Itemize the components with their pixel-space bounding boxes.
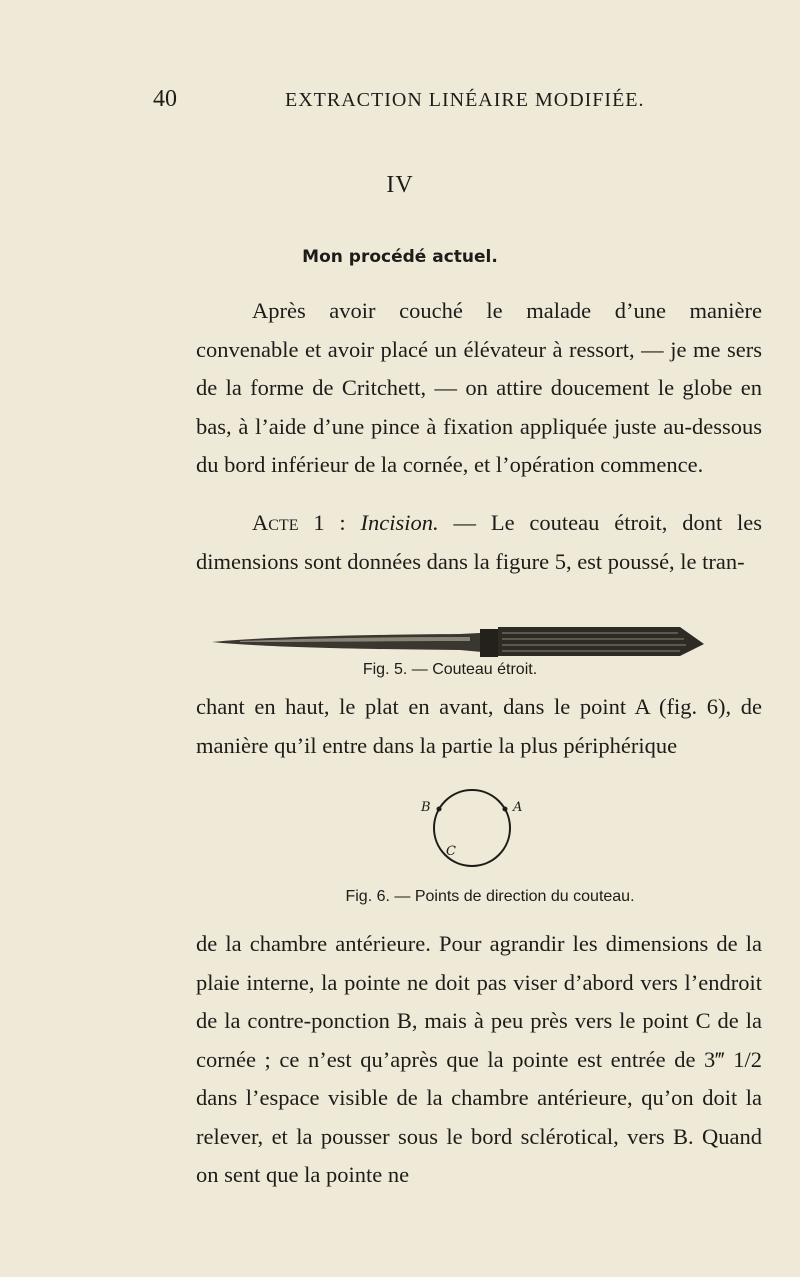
figure-6-caption: Fig. 6. — Points de direction du couteau. <box>345 888 635 905</box>
page-header <box>150 86 670 116</box>
knife-blade <box>212 633 482 652</box>
point-c-label: C <box>446 844 456 859</box>
knife-ferrule <box>480 629 498 657</box>
figure-6-diagram <box>415 778 535 878</box>
page-number: 40 <box>153 86 177 112</box>
paragraph-acte-1-text: — Le couteau étroit, dont les dimensions sont données dans la figure 5, est poussé, le tran- <box>196 510 763 574</box>
incision-term: Incision. <box>360 510 439 535</box>
point-b-dot <box>437 807 442 812</box>
point-a-label: A <box>513 800 523 815</box>
point-b-label: B <box>421 800 431 815</box>
running-head: EXTRACTION LINÉAIRE MODIFIÉE. <box>285 89 645 111</box>
paragraph-intro: Après avoir couché le malade d’une manière convenable et avoir placé un élévateur à ressort, — je me sers de la forme de Critchett, — on attire doucement le globe en bas, à l’aide d’une pince à fixation appliquée juste au-dessous du bord inférieur de la cornée, et l’opération commence. <box>196 298 762 477</box>
paragraph-chambre-anterieure: de la chambre antérieure. Pour agrandir les dimensions de la plaie interne, la pointe ne doit pas viser d’abord vers l’endroit de la contre-ponction B, mais à peu près vers le point C de la cornée ; ce n’est qu’après que la pointe est entrée de 3‴ 1/2 dans l’espace visible de la chambre antérieure, qu’on doit la relever, et la pousser sous le bord sclérotical, vers B. Quand on sent que la pointe ne <box>196 931 762 1187</box>
figure-5-caption: Fig. 5. — Couteau étroit. <box>362 661 538 678</box>
narrow-knife-illustration <box>210 622 710 660</box>
section-title: Mon procédé actuel. <box>302 247 498 267</box>
paragraph-continued: chant en haut, le plat en avant, dans le point A (fig. 6), de manière qu’il entre dans la partie la plus périphérique <box>196 694 762 758</box>
acte-label: Acte 1 : <box>252 510 346 535</box>
cornea-circle-diagram <box>415 778 535 878</box>
section-number: IV <box>386 172 414 198</box>
point-a-dot <box>503 807 508 812</box>
paragraph-acte-1 <box>196 504 762 581</box>
